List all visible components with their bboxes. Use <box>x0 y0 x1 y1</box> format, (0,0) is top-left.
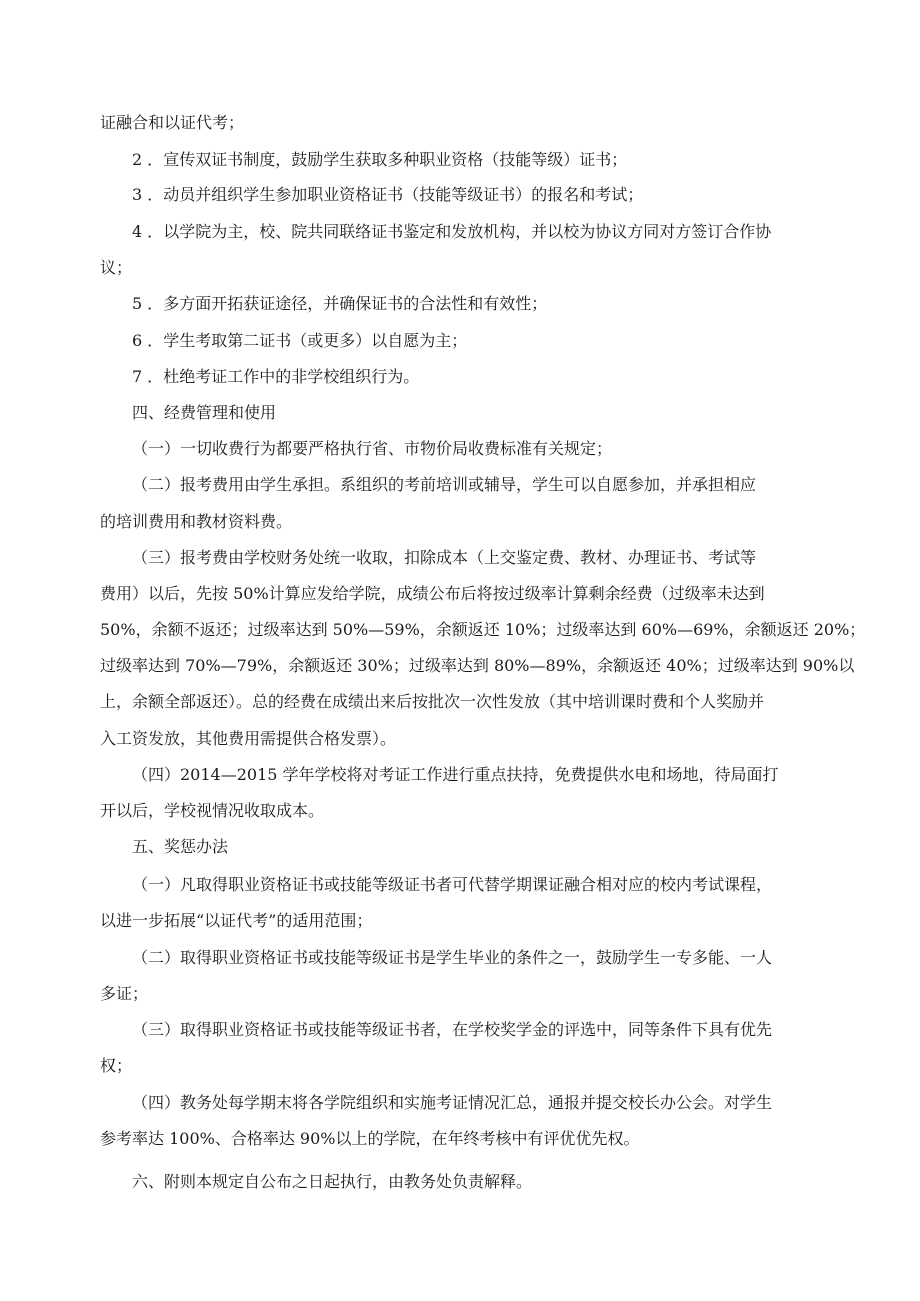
paragraph-line: 参考率达 100%、合格率达 90%以上的学院，在年终考核中有评优优先权。 <box>100 1129 640 1148</box>
paragraph-line: （一）凡取得职业资格证书或技能等级证书者可代替学期课证融合相对应的校内考试课程， <box>132 875 773 894</box>
section-heading: 五、奖惩办法 <box>132 837 229 856</box>
paragraph-line: 以进一步拓展“以证代考”的适用范围； <box>100 911 373 930</box>
paragraph-line: （二）报考费用由学生承担。系组织的考前培训或辅导，学生可以自愿参加，并承担相应 <box>132 475 757 494</box>
list-item: 3 ．动员并组织学生参加职业资格证书（技能等级证书）的报名和考试； <box>132 185 644 204</box>
paragraph-line: 费用）以后，先按 50%计算应发给学院，成绩公布后将按过级率计算剩余经费（过级率未达到 <box>100 584 765 603</box>
list-item: 4 ．以学院为主，校、院共同联络证书鉴定和发放机构，并以校为协议方同对方签订合作协 <box>132 222 772 241</box>
paragraph-line: （三）取得职业资格证书或技能等级证书者，在学校奖学金的评选中，同等条件下具有优先 <box>132 1020 773 1039</box>
paragraph-line: 多证； <box>100 984 149 1003</box>
text-line: 议； <box>100 258 133 277</box>
section-heading: 六、附则本规定自公布之日起执行，由教务处负责解释。 <box>132 1172 533 1191</box>
paragraph-line: 的培训费用和教材资料费。 <box>100 512 293 531</box>
section-heading: 四、经费管理和使用 <box>132 403 277 422</box>
paragraph-line: 开以后，学校视情况收取成本。 <box>100 801 325 820</box>
paragraph-line: （二）取得职业资格证书或技能等级证书是学生毕业的条件之一，鼓励学生一专多能、一人 <box>132 948 773 967</box>
text-line: 证融合和以证代考； <box>100 113 245 132</box>
paragraph-line: （三）报考费由学校财务处统一收取，扣除成本（上交鉴定费、教材、办理证书、考试等 <box>132 548 757 567</box>
paragraph-line: 上，余额全部返还）。总的经费在成绩出来后按批次一次性发放（其中培训课时费和个人奖励并 <box>100 692 765 711</box>
paragraph-line: （四）教务处每学期末将各学院组织和实施考证情况汇总，通报并提交校长办公会。对学生 <box>132 1093 773 1112</box>
list-item: 5 ．多方面开拓获证途径，并确保证书的合法性和有效性； <box>132 294 548 313</box>
paragraph-line: 过级率达到 70%—79%，余额返还 30%；过级率达到 80%—89%，余额返还 40%；过级率达到 90%以 <box>100 656 855 675</box>
paragraph-line: 权； <box>100 1056 133 1075</box>
paragraph-line: 50%，余额不返还；过级率达到 50%—59%，余额返还 10%；过级率达到 60%—69%，余额返还 20%； <box>100 620 866 639</box>
list-item: 6 ．学生考取第二证书（或更多）以自愿为主； <box>132 331 468 350</box>
list-item: 2 ．宣传双证书制度，鼓励学生获取多种职业资格（技能等级）证书； <box>132 150 628 169</box>
paragraph-line: 入工资发放，其他费用需提供合格发票）。 <box>100 729 397 748</box>
paragraph-line: （一）一切收费行为都要严格执行省、市物价局收费标准有关规定； <box>132 439 613 458</box>
list-item: 7 ．杜绝考证工作中的非学校组织行为。 <box>132 367 420 386</box>
paragraph-line: （四）2014—2015 学年学校将对考证工作进行重点扶持，免费提供水电和场地，待局面打 <box>132 765 779 784</box>
